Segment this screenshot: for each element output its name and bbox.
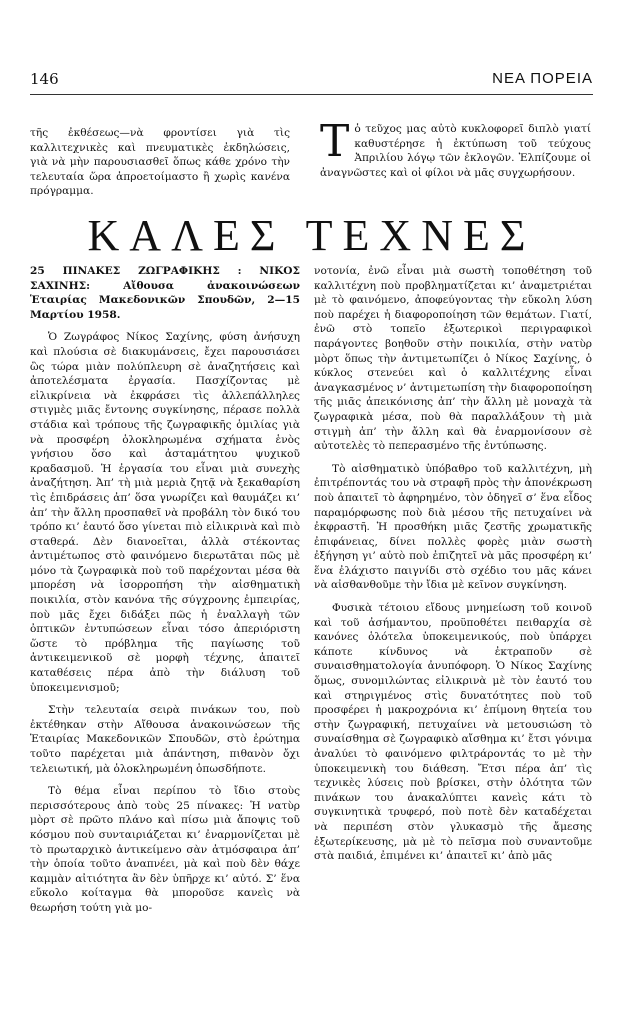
editorial-note-text: ὁ τεῦχος μας αὐτὸ κυκλοφορεῖ διπλὸ γιατί καθυστέρησε ἡ ἐκτύπωση τοῦ τεύχους Ἀπριλίου λόγῳ τῶν ἐκλογῶν. Ἐλπίζουμε οἱ ἀναγνῶστες καὶ οἱ φίλοι νὰ μᾶς συγχωρήσουν. xyxy=(320,123,591,179)
article-paragraph: Στὴν τελευταία σειρὰ πινάκων του, ποὺ ἐκτέθηκαν στὴν Αἴθουσα ἀνακοινώσεων τῆς Ἑταιρίας Μακεδονικῶν Σπουδῶν, στὸ ἐρώτημα τοῦτο παρέχεται μιὰ ἀπάντηση, πιθανὸν ὄχι τελειωτική, μὰ ὁλοκληρωμένη ὁπωσδήποτε. xyxy=(30,704,300,775)
article-heading-bold: 25 ΠΙΝΑΚΕΣ ΖΩΓΡΑΦΙΚΗΣ : ΝΙΚΟΣ ΣΑΧΙΝΗΣ: xyxy=(30,265,300,292)
article-heading-venue: Αἴθουσα ἀνακοινώσεων Ἑταιρίας Μακεδονικῶν Σπουδῶν, 2—15 Μαρτίου 1958. xyxy=(30,279,300,321)
article-column-right xyxy=(314,264,592,864)
article-paragraph: νοτονία, ἐνῶ εἶναι μιὰ σωστὴ τοποθέτηση τοῦ καλλιτέχνη ποὺ προβληματίζεται κι’ ἀναμετριέται μὲ τὸ φαινόμενο, ἀποφεύγοντας τὴν εὔκολη λύση ποὺ παρέχει ἡ διαφοροποίηση τῶν θεμάτων. Γιατί, ἐνῶ στὸ τοπεῖο ἐξωτερικοὶ περιγραφικοὶ παράγοντες βοηθοῦν στὴν ποικιλία, στὴν νατὺρ μὸρτ ὅπως τὴν ἀντιμετωπίζει ὁ Νίκος Σαχίνης, ὁ κύκλος στενεύει καὶ ὁ καλλιτέχνης εἶναι ἀναγκασμένος ν’ ἀντιμετωπίση τὴν διαφοροποίηση τῆς μιᾶς ἀπεικόνισης ἀπ’ τὴν ἄλλη μὲ μοναχὰ τὰ ζωγραφικὰ μέσα, ποὺ θὰ παραλλάξουν τὴ μιὰ στιγμὴ ἀπ’ τὴν ἄλλη καὶ θὰ ἐναρμονίσουν σὲ αὐτοτελὲς τὸ πεπερασμένο τῆς ἐντύπωσης. xyxy=(314,265,592,453)
previous-article-end xyxy=(30,126,290,199)
article-paragraph: Ὁ Ζωγράφος Νίκος Σαχίνης, φύση ἀνήσυχη καὶ πλούσια σὲ διακυμάνσεις, ἔχει παρουσιάσει ὣς τώρα μιὰν πολύπλευρη σὲ ἀναζητήσεις καὶ ἀποτελέσματα ἐργασία. Πασχίζοντας μὲ εἰλικρίνεια νὰ ἐκφράσει τὶς ἀλλεπάλληλες στιγμὲς μιᾶς ἔντονης συγκίνησης, πέρασε πολλὰ στάδια καὶ τρόπους τῆς ζωγραφικῆς ὁμιλίας γιὰ νὰ προσφέρη ὁλοκληρωμένα σχήματα ἑνὸς γνήσιου ὅσο καὶ ἀσταμάτητου ψυχικοῦ κραδασμοῦ. Ἡ ἐργασία του εἶναι μιὰ συνεχὴς ἀναζήτηση. Ἀπ’ τὴ μιὰ μεριὰ ζητᾷ νὰ ξεκαθαρίση τὶς ἐπιδράσεις ἀπ’ ὅσα γνωρίζει καὶ θαυμάζει κι’ ἀπ’ τὴν ἄλλη προσπαθεῖ νὰ προβάλη τὸν δικό του τρόπο κι’ ἑαυτό ὅσο γίνεται πιὸ εἰλικρινὰ καὶ πιὸ σταθερά. Δὲν διανοεῖται, ἀλλὰ στέκοντας ἀντιμέτωπος στὸ φαινόμενο διερωτᾶται πῶς μὲ μόνο τὰ ζωγραφικὰ ποὺ τοῦ παρέχονται μέσα θὰ μπορέση νὰ ἰσορροπήση τὴν αἰσθηματικὴ ποικιλία, στὸν κανόνα τῆς σύγχρονης ἐμπειρίας, ποὺ μᾶς ἔχει διδάξει πῶς ἡ ἐναλλαγὴ τῶν ὀπτικῶν ἐντυπώσεων εἶναι τόσο ἀπεριόριστη ὥστε τὸ πρόβλημα τῆς παγίωσης τοῦ ἀντικειμενικοῦ σὲ μορφὴ τέχνης, ἀπαιτεῖ καταθέσεις πέρα ἀπὸ τὴν διάλυση τοῦ ὑποκειμενισμοῦ; xyxy=(30,331,300,694)
section-title: ΚΑΛΕΣ ΤΕΧΝΕΣ xyxy=(87,211,536,260)
editorial-note xyxy=(320,116,591,180)
article-column-left xyxy=(30,264,300,916)
article-paragraph: Φυσικὰ τέτοιου εἴδους μνημείωση τοῦ κοινοῦ καὶ τοῦ ἀσήμαντου, προϋποθέτει πειθαρχία σὲ κανόνες ὁλότελα ὑποκειμενικούς, ποὺ ὑπάρχει κάποτε κίνδυνος νὰ ἐκτραποῦν σὲ συναισθηματολογία ἀνυπόφορη. Ὁ Νίκος Σαχίνης ὅμως, συνομιλώντας εἰλικρινὰ μὲ τὸν ἑαυτό του καὶ στηριγμένος στὶς δυνατότητες ποὺ τοῦ προσφέρει ἡ μακροχρόνια κι’ ἐπίμονη θητεία του στὴν ζωγραφική, πετυχαίνει νὰ μετουσιώση τὸ συναίσθημα σὲ ζωγραφικὸ αἴσθημα κι’ ἔτσι γόνιμα ἀναλύει τὸ φαινόμενο φιλτράροντάς το μὲ τὴν ὑποκειμενικὴ του διάθεση. Ἔτσι πέρα ἀπ’ τὶς τεχνικὲς λύσεις ποὺ βρίσκει, στὴν ὁλότητα τῶν πινάκων του ἀνακαλύπτει κανεὶς κάτι τὸ συγκινητικὰ τρυφερό, ποὺ ποτὲ δὲν καταδέχεται νὰ περιπέση στὸν γλυκασμὸ τῆς ἄμεσης ἐξωτερίκευσης, μὰ μὲ τὸ πεῖσμα ποὺ συναντοῦμε στὰ παιδιά, ἐπιμένει κι’ ἀπαιτεῖ κι’ ἀπὸ μᾶς xyxy=(314,602,592,863)
header-rule xyxy=(30,94,593,95)
article-heading xyxy=(30,264,300,322)
page-header xyxy=(30,70,593,92)
article-paragraph: Τὸ αἰσθηματικὸ ὑπόβαθρο τοῦ καλλιτέχνη, μὴ ἐπιτρέποντάς του νὰ στραφῆ πρὸς τὴν ἀπονέκρωση ποὺ ἀπαιτεῖ τὸ ἀφηρημένο, τὸν ὁδηγεῖ σ’ ἕνα εἶδος παραμόρφωσης ποὺ διὰ μέσου τῆς πετυχαίνει νὰ ἐκφραστῆ. Ἡ προσθήκη μιᾶς ζεστῆς χρωματικῆς ἐπιφάνειας, δίνει πολλὲς φορὲς μιὰν σωστὴ ἐξήγηση γι’ αὐτὸ ποὺ ἐπιζητεῖ νὰ μᾶς προσφέρη κι’ ἕνα ἐλάχιστο παιγνίδι στὸ σχέδιο του μᾶς κάνει νὰ αἰσθανθοῦμε τὴν ἴδια μὲ κεῖνον συγκίνηση. xyxy=(314,462,592,592)
running-title: ΝΕΑ ΠΟΡΕΙΑ xyxy=(492,70,593,87)
article-paragraph: Τὸ θέμα εἶναι περίπου τὸ ἴδιο στοὺς περισσότερους ἀπὸ τοὺς 25 πίνακες: Ἡ νατὺρ μὸρτ σὲ πρῶτο πλάνο καὶ πίσω μιὰ ἄποψις τοῦ κόσμου ποὺ συνταιριάζεται κι’ ἐναρμονίζεται μὲ τὸ πρωταρχικὸ ἀντικείμενο σὰν ἀτμόσφαιρα ἀπ’ τὴν ὁποία τοῦτο ἀναπνέει, μὰ καὶ ποὺ δὲν θάχε καμμὰν αἰτιότητα ἂν δὲν ὑπῆρχε κι’ αὐτό. Σ’ ἕνα εὔκολο κοίταγμα θὰ μποροῦσε κανεὶς νὰ θεωρήση τούτη γιὰ μο- xyxy=(30,785,300,914)
page-number: 146 xyxy=(30,70,59,88)
previous-article-text: τῆς ἐκθέσεως—νὰ φροντίσει γιὰ τὶς καλλιτεχνικὲς καὶ πνευματικὲς ἐκδηλώσεις, γιὰ νὰ μὴν παρουσιασθεῖ ὅπως κάθε χρόνο τὴν τελευταία ὥρα ἀπροετοίμαστο ἢ χωρὶς κανένα πρόγραμμα. xyxy=(30,127,290,198)
drop-cap: Τ xyxy=(320,116,350,167)
